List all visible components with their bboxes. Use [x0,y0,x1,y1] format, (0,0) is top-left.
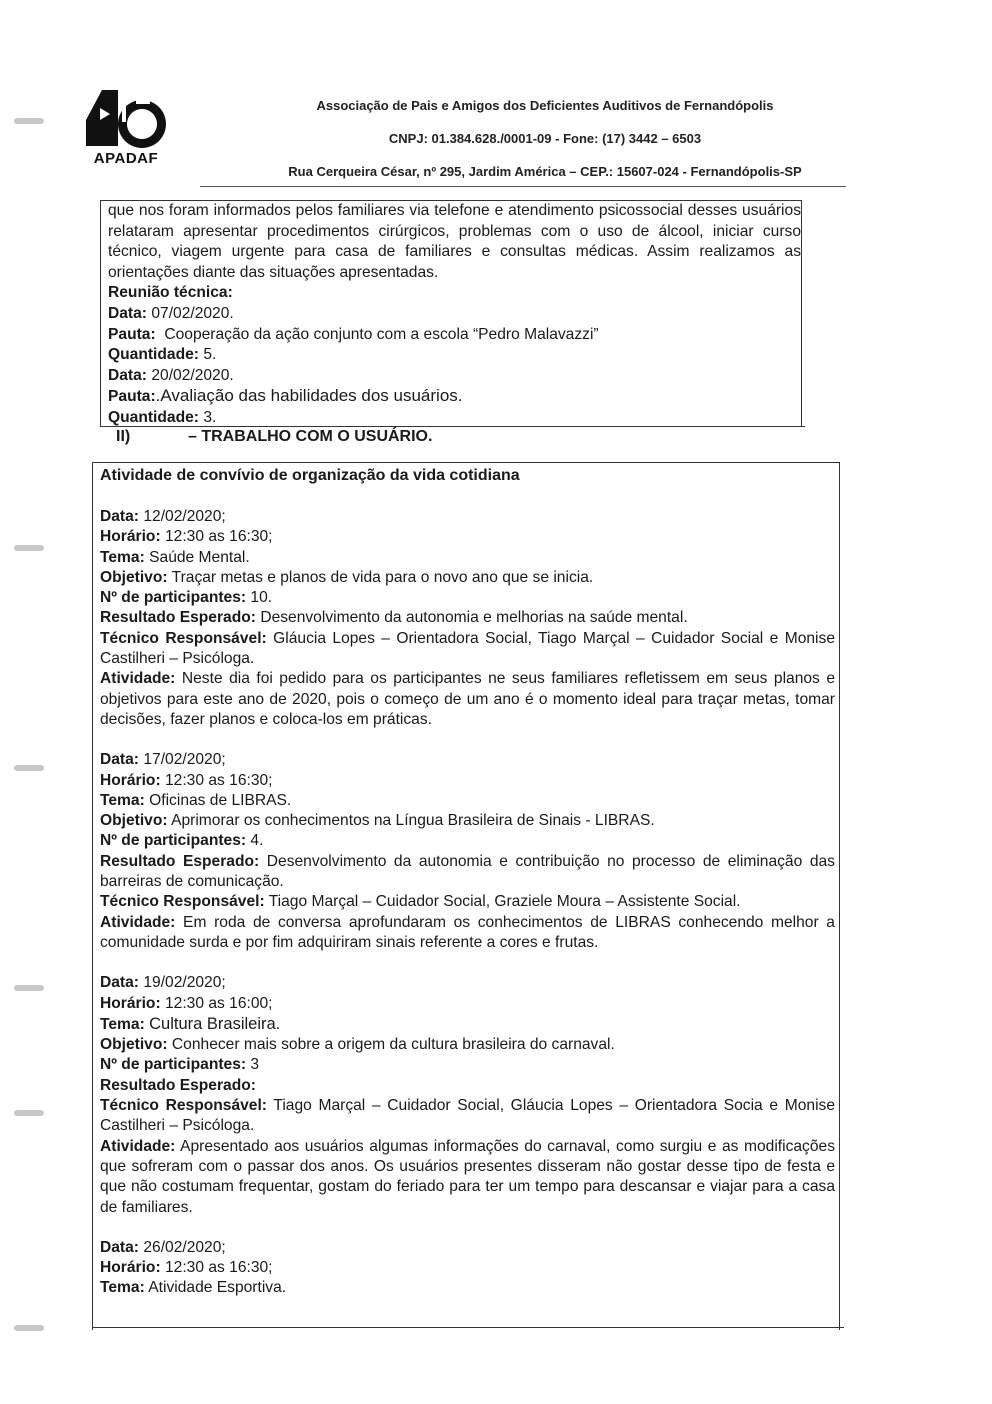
scan-artifact [14,545,44,551]
activity-entry: Data: 26/02/2020; Horário: 12:30 as 16:30; Tema: Atividade Esportiva. [100,1238,287,1297]
header-rule [200,186,846,187]
activity-entry: Data: 19/02/2020; Horário: 12:30 as 16:00; Tema: Cultura Brasileira. Objetivo: Conhecer mais sobre a origem da cultura brasileira do carnaval. Nº de participantes: 3 Resultado Esperado: Técnico Responsável: Tiago Marçal – Cuidador Social, Gláucia Lopes – Orientadora Socia e Monise Castilheri – Psicóloga. Atividade: Apresentado aos usuários algumas informações do carnaval, como surgiu e as modificações que sofreram com o passar dos anos. Os usuários presentes disseram não gostar desse tipo de festa e que não costumam frequentar, gostam do feriado para ter um tempo para descansar e viajar para a casa de familiares. [100,974,835,1216]
technical-meeting-box [100,200,802,426]
cnpj-phone: CNPJ: 01.384.628./0001-09 - Fone: (17) 3442 – 6503 [388,131,702,146]
scan-artifact [14,1110,44,1116]
scan-artifact [14,118,44,124]
box-rule [92,1327,844,1328]
meeting-pauta: Pauta:.Avaliação das habilidades dos usuários. [108,386,463,406]
meeting-title: Reunião técnica: [108,284,233,302]
activity-entry: Data: 12/02/2020; Horário: 12:30 as 16:30; Tema: Saúde Mental. Objetivo: Traçar metas e planos de vida para o novo ano que se inicia. Nº de participantes: 10. Resultado Esperado: Desenvolvimento da autonomia e melhorias na saúde mental. Técnico Responsável: Gláucia Lopes – Orientadora Social, Tiago Marçal – Cuidador Social e Monise Castilheri – Psicóloga. Atividade: Neste dia foi pedido para os participantes ne seus familiares refletissem em seus planos e objetivos para este ano de 2020, pois o começo de um ano é o momento ideal para traçar metas, tomar decisões, fazer planos e coloca-los em práticas. [100,508,835,728]
meeting-date: Data: 20/02/2020. [108,366,234,384]
intro-paragraph: que nos foram informados pelos familiares via telefone e atendimento psicossocial desses usuários relataram apresentar procedimentos cirúrgicos, problemas com o uso de álcool, iniciar curso técnico, viagem urgente para casa de familiares e consultas médicas. Assim realizamos as orientações diante das situações apresentadas. [108,202,801,281]
scan-artifact [14,765,44,771]
meeting-quantity: Quantidade: 5. [108,346,217,364]
meeting-quantity: Quantidade: 3. [108,408,217,426]
logo-text: APADAF [93,150,159,167]
box-rule [100,426,805,427]
activities-box [92,462,840,1330]
address: Rua Cerqueira César, nº 295, Jardim América – CEP.: 15607-024 - Fernandópolis-SP [288,164,802,179]
organization-name: Associação de Pais e Amigos dos Deficientes Auditivos de Fernandópolis [316,98,774,113]
scan-artifact [14,1325,44,1331]
activities-title: Atividade de convívio de organização da vida cotidiana [100,467,520,484]
activity-entry: Data: 17/02/2020; Horário: 12:30 as 16:30; Tema: Oficinas de LIBRAS. Objetivo: Aprimorar os conhecimentos na Língua Brasileira de Sinais - LIBRAS. Nº de participantes: 4. Resultado Esperado: Desenvolvimento da autonomia e contribuição no processo de eliminação das barreiras de comunicação. Técnico Responsável: Tiago Marçal – Cuidador Social, Graziele Moura – Assistente Social. Atividade: Em roda de conversa aprofundaram os conhecimentos de LIBRAS conhecendo melhor a comunidade surda e por fim adquiriram sinais referente a cores e frutas. [100,751,835,951]
section-heading: II) – TRABALHO COM O USUÁRIO. [116,428,433,445]
scan-artifact [14,985,44,991]
meeting-date: Data: 07/02/2020. [108,304,234,322]
meeting-pauta: Pauta: Cooperação da ação conjunto com a escola “Pedro Malavazzi” [108,325,599,343]
